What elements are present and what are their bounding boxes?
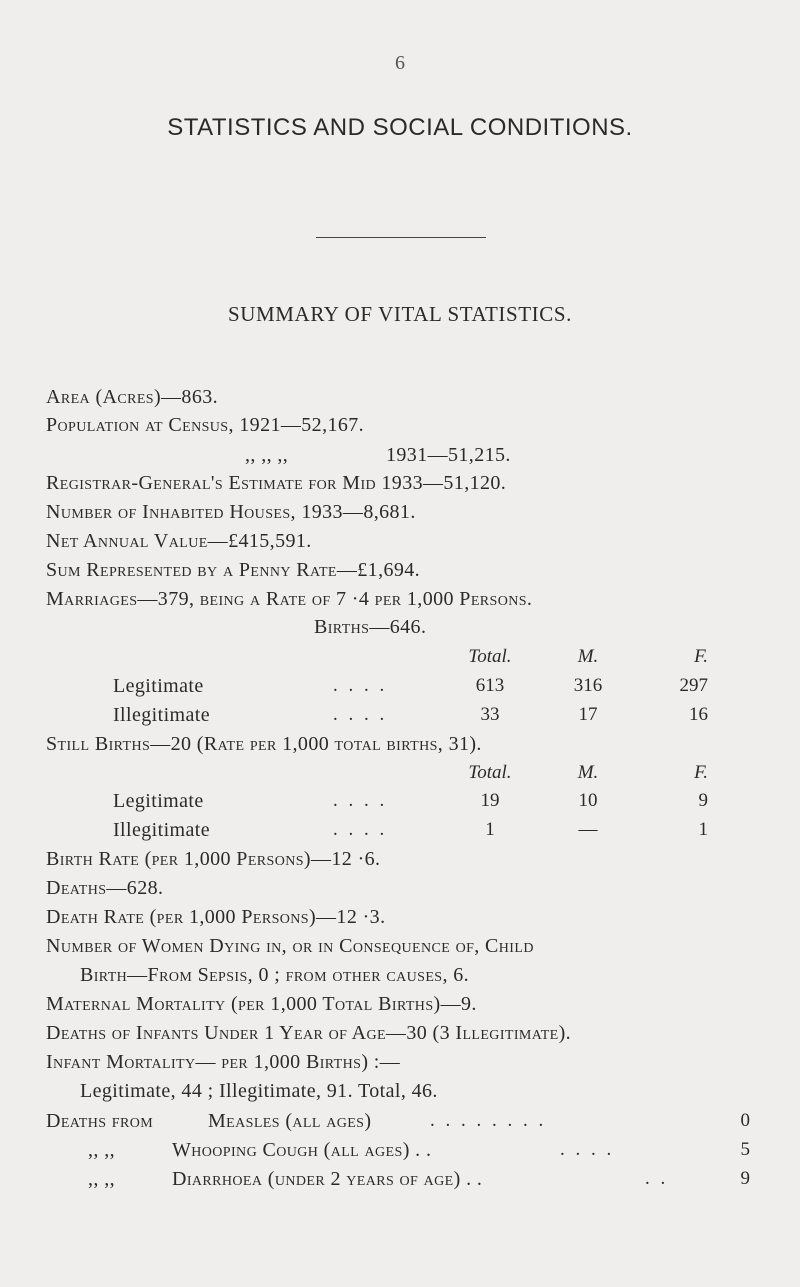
births-header-f: F. (694, 646, 708, 667)
deaths-line: Deaths—628. (46, 877, 164, 899)
still-header-total: Total. (468, 762, 512, 783)
population-1931-line: 1931—51,215. (386, 444, 511, 466)
deaths-from-label: Measles (all ages) (208, 1110, 372, 1132)
death-rate-line: Death Rate (per 1,000 Persons)—12 ·3. (46, 906, 386, 928)
net-value-line: Net Annual Value—£415,591. (46, 530, 312, 552)
still-row-dots: . . . . (333, 790, 388, 811)
births-row-dots: . . . . (333, 675, 388, 696)
section-subtitle: SUMMARY OF VITAL STATISTICS. (227, 302, 573, 326)
deaths-from-dots: . . (645, 1168, 669, 1189)
births-row-m: 17 (578, 704, 598, 725)
deaths-from-value: 9 (740, 1168, 750, 1189)
penny-rate-line: Sum Represented by a Penny Rate—£1,694. (46, 559, 421, 581)
births-row-total: 613 (475, 675, 505, 696)
infant-deaths-line: Deaths of Infants Under 1 Year of Age—30 (3 Illegitimate). (46, 1022, 572, 1044)
still-row-label: Legitimate (113, 790, 204, 812)
births-row-f: 297 (679, 675, 708, 696)
divider (316, 237, 486, 238)
births-header-m: M. (577, 646, 599, 667)
estimate-line: Registrar-General's Estimate for Mid 1933—51,120. (46, 472, 507, 494)
births-row-f: 16 (689, 704, 708, 725)
birth-rate-line: Birth Rate (per 1,000 Persons)—12 ·6. (46, 848, 381, 870)
still-header-f: F. (694, 762, 708, 783)
still-row-total: 1 (485, 819, 495, 840)
infant-mortality-values: Legitimate, 44 ; Illegitimate, 91. Total, 46. (80, 1080, 438, 1102)
births-row-label: Legitimate (113, 675, 204, 697)
still-row-m: 10 (578, 790, 598, 811)
still-row-label: Illegitimate (113, 819, 210, 841)
still-row-m: — (578, 819, 598, 840)
women-dying-line: Number of Women Dying in, or in Consequence of, Child (46, 935, 534, 957)
births-row-dots: . . . . (333, 704, 388, 725)
marriages-line: Marriages—379, being a Rate of 7 ·4 per 1,000 Persons. (46, 588, 533, 610)
still-row-dots: . . . . (333, 819, 388, 840)
still-row-f: 9 (698, 790, 708, 811)
women-dying-line-cont: Birth—From Sepsis, 0 ; from other causes, 6. (80, 964, 470, 986)
still-header-m: M. (577, 762, 599, 783)
page-number: 6 (395, 52, 405, 74)
still-row-total: 19 (480, 790, 500, 811)
births-row-label: Illegitimate (113, 704, 210, 726)
deaths-from-label: Whooping Cough (all ages) . . (172, 1139, 432, 1161)
deaths-from-value: 5 (740, 1139, 750, 1160)
still-births-line: Still Births—20 (Rate per 1,000 total births, 31). (46, 733, 482, 755)
deaths-from-prefix: Deaths from (46, 1110, 154, 1132)
maternal-mortality-line: Maternal Mortality (per 1,000 Total Births)—9. (46, 993, 477, 1015)
deaths-from-dots: . . . . . . . . (430, 1110, 547, 1131)
deaths-from-prefix: ,, ,, (88, 1139, 115, 1161)
deaths-from-prefix: ,, ,, (88, 1168, 115, 1190)
births-row-total: 33 (480, 704, 500, 725)
population-1931-ditto: ,, ,, ,, (245, 444, 289, 466)
deaths-from-value: 0 (740, 1110, 750, 1131)
houses-line: Number of Inhabited Houses, 1933—8,681. (46, 501, 416, 523)
births-row-m: 316 (573, 675, 603, 696)
still-row-f: 1 (698, 819, 708, 840)
page-title: STATISTICS AND SOCIAL CONDITIONS. (167, 114, 633, 141)
population-1921-line: Population at Census, 1921—52,167. (46, 414, 365, 436)
area-line: Area (Acres)—863. (46, 386, 219, 408)
infant-mortality-line: Infant Mortality— per 1,000 Births) :— (46, 1051, 401, 1073)
births-heading: Births—646. (314, 616, 427, 638)
deaths-from-label: Diarrhoea (under 2 years of age) . . (172, 1168, 483, 1190)
births-header-total: Total. (468, 646, 512, 667)
deaths-from-dots: . . . . (560, 1139, 615, 1160)
